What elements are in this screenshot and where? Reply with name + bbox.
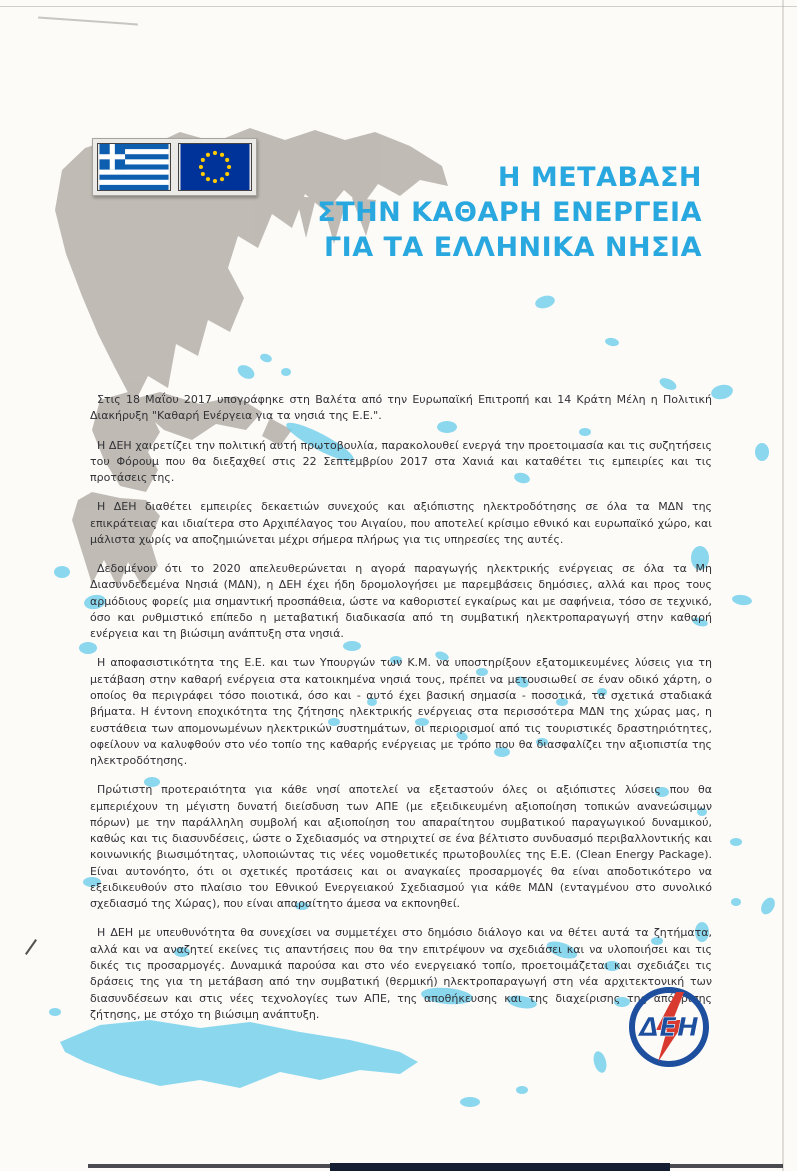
paragraph-7: Η ΔΕΗ με υπευθυνότητα θα συνεχίσει να συμμετέχει στο δημόσιο διάλογο και να θέτει αυτά τα ζητήματα, αλλά και να αναζητεί εκείνες τις απαντήσεις που θα την επιτρέψουν να σχεδιάσει και να υλοποιήσει και τις δικές τις προσαρμογές. Δυναμικά παρούσα και στο νέο ενεργειακό τοπίο, προετοιμάζεται και σχεδιάζει τις δράσεις της για τη μετάβαση από την συμβατική (θερμική) ηλεκτροπαραγωγή στη νέα αρχιτεκτονική των διασυνδέσεων και στις νέες τεχνολογίες των ΑΠΕ, της αποθήκευσης και της διαχείρισης της απόκρισης ζήτησης, με στόχο τη βιώσιμη ανάπτυξη. <box>90 926 712 1021</box>
document-body <box>90 392 712 1036</box>
document-title <box>317 160 702 265</box>
title-line-3: ΓΙΑ ΤΑ ΕΛΛΗΝΙΚΑ ΝΗΣΙΑ <box>323 232 702 264</box>
dei-logo-text: ΔΕΗ <box>639 1013 699 1043</box>
paragraph-1: Στις 18 Μαΐου 2017 υπογράφηκε στη Βαλέτα από την Ευρωπαϊκή Επιτροπή και 14 Κράτη Μέλη η Πολιτική Διακήρυξη "Καθαρή Ενέργεια για τα νησιά της Ε.Ε.". <box>90 393 712 423</box>
paragraph-4: Δεδομένου ότι το 2020 απελευθερώνεται η αγορά παραγωγής ηλεκτρικής ενέργειας σε όλα τα Μη Διασυνδεδεμένα Νησιά (ΜΔΝ), η ΔΕΗ έχει ήδη δρομολογήσει με παρεμβάσεις δημόσιες, αλλά και προς τους αρμόδιους φορείς μια σημαντική προσπάθεια, ώστε να καθοριστεί εγκαίρως και με σαφήνεια, τόσο σε τεχνικό, όσο και ρυθμιστικό επίπεδο η μεταβατική διαδικασία από τη συμβατική ηλεκτροπαραγωγή στην καθαρή ενέργεια και τη βιώσιμη ανάπτυξη στα νησιά. <box>90 562 712 641</box>
title-line-2: ΣΤΗΝ ΚΑΘΑΡΗ ΕΝΕΡΓΕΙΑ <box>317 197 702 229</box>
flags <box>92 138 257 196</box>
title-line-1: Η ΜΕΤΑΒΑΣΗ <box>497 162 702 193</box>
greek-flag-icon <box>97 143 171 191</box>
paragraph-5: Η αποφασιστικότητα της Ε.Ε. και των Υπουργών των Κ.Μ. να υποστηρίξουν εξατομικευμένες λύσεις για τη μετάβαση στην καθαρή ενέργεια στα κατοικημένα νησιά τους, πρέπει να μετουσιωθεί σε έναν οδικό χάρτη, ο οποίος θα περιγράφει τόσο ποιοτικά, όσο και - αυτό έχει βασική σημασία - ποσοτικά, τα σχετικά σταδιακά βήματα. Η έντονη εποχικότητα της ζήτησης ηλεκτρικής ενέργειας στα περισσότερα ΜΔΝ της χώρας μας, η ευστάθεια των απομονωμένων ηλεκτρικών συστημάτων, οι περιορισμοί από τις τουριστικές δραστηριότητες, οφείλουν να καλυφθούν στο νέο τοπίο της καθαρής ενέργειας με τρόπο που θα διασφαλίζει την αξιοπιστία της ηλεκτροδότησης. <box>90 656 712 768</box>
paragraph-3: Η ΔΕΗ διαθέτει εμπειρίες δεκαετιών συνεχούς και αξιόπιστης ηλεκτροδότησης σε όλα τα ΜΔΝ της επικράτειας και ιδιαίτερα στο Αρχιπέλαγος του Αιγαίου, που αποτελεί κρίσιμο εθνικό και ευρωπαϊκό χώρο, και μάλιστα χωρίς να αποζημιώνεται μέχρι σήμερα πλήρως για τις υπηρεσίες της αυτές. <box>90 500 712 546</box>
eu-flag-icon <box>178 143 252 191</box>
paragraph-6: Πρώτιστη προτεραιότητα για κάθε νησί αποτελεί να εξεταστούν όλες οι αξιόπιστες λύσεις που θα εμπεριέχουν τη μέγιστη δυνατή διείσδυση των ΑΠΕ (με εξειδικευμένη αξιοποίηση τοπικών ανανεώσιμων πόρων) με την παράλληλη συμβολή και αξιοποίηση του απαραίτητου συμβατικού παραγωγικού δυναμικού, καθώς και τις διασυνδέσεις, ώστε ο Σχεδιασμός να στηριχτεί σε ένα βέλτιστο συνδυασμό περιβαλλοντικής και κοινωνικής βιωσιμότητας, υλοποιώντας τις νέες νομοθετικές πρωτοβουλίες της Ε.Ε. (Clean Energy Package). Είναι αυτονόητο, ότι οι σχετικές προτάσεις και οι αναγκαίες προσαρμογές θα είναι αποδοτικότερο να εξειδικευθούν στο πλαίσιο του Εθνικού Ενεργειακού Σχεδιασμού για κάθε ΜΔΝ (ενταγμένου στο συνολικό σχεδιασμό της Χώρας), που είναι απαραίτητο άμεσα να εκπονηθεί. <box>90 783 712 911</box>
paragraph-2: Η ΔΕΗ χαιρετίζει την πολιτική αυτή πρωτοβουλία, παρακολουθεί ενεργά την προετοιμασία και τις συζητήσεις του Φόρουμ που θα διεξαχθεί στις 22 Σεπτεμβρίου 2017 στα Χανιά και καταθέτει τις εμπειρίες και τις προτάσεις της. <box>90 438 712 485</box>
dei-logo-icon <box>626 984 712 1070</box>
